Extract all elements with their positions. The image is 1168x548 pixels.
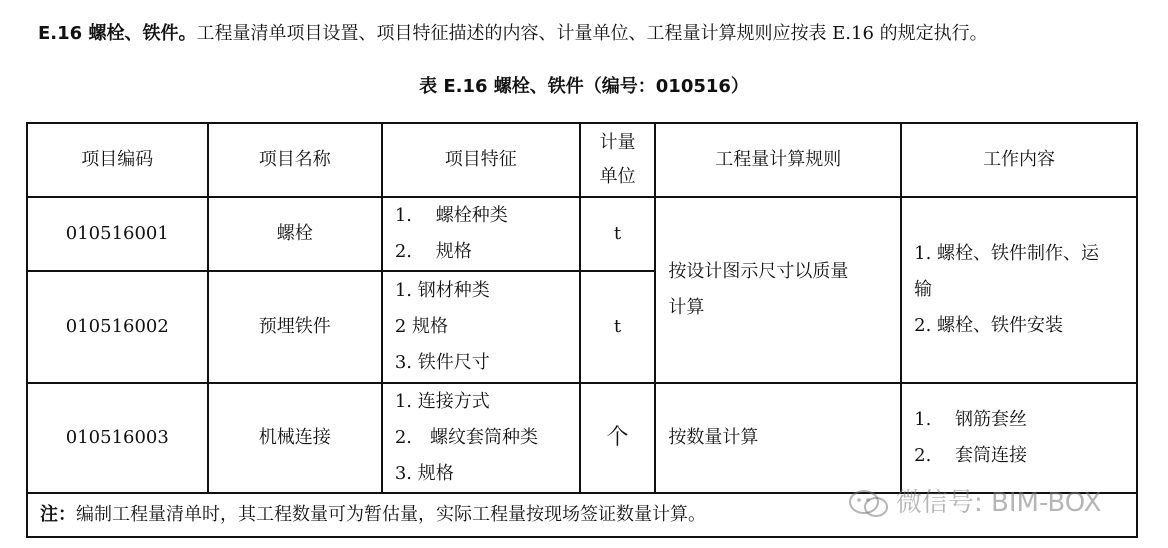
table-row <box>27 197 1137 271</box>
wechat-icon <box>848 489 890 519</box>
note-text: 编制工程量清单时，其工程数量可为暂估量，实际工程量按现场签证数量计算。 <box>76 504 706 525</box>
feature-item: 2 规格 <box>394 316 449 337</box>
row-name: 预埋铁件 <box>208 271 382 383</box>
watermark <box>848 482 1101 519</box>
row-code: 010516002 <box>27 271 208 383</box>
feature-item: 1. 螺栓种类 <box>394 205 508 226</box>
work-line: 2. 套筒连接 <box>914 445 1028 466</box>
row-features <box>382 197 580 271</box>
header-code: 项目编码 <box>27 123 208 197</box>
rule-line: 计算 <box>668 297 705 318</box>
row-code: 010516003 <box>27 383 208 493</box>
intro-paragraph <box>38 19 988 45</box>
work-line: 2. 螺栓、铁件安装 <box>914 315 1064 336</box>
intro-text: 工程量清单项目设置、项目特征描述的内容、计量单位、工程量计算规则应按表 E.16 的规定执行。 <box>196 23 988 44</box>
row-features <box>382 271 580 383</box>
row-rule: 按数量计算 <box>655 383 901 493</box>
note-label: 注： <box>40 504 76 525</box>
row-work <box>901 383 1137 493</box>
row-code: 010516001 <box>27 197 208 271</box>
feature-item: 1. 连接方式 <box>394 391 490 412</box>
work-line: 1. 钢筋套丝 <box>914 409 1028 430</box>
header-work: 工作内容 <box>901 123 1137 197</box>
feature-item: 2. 螺纹套筒种类 <box>394 427 539 448</box>
row-name: 机械连接 <box>208 383 382 493</box>
header-row <box>27 123 1137 197</box>
header-unit <box>580 123 656 197</box>
header-unit-line2: 单位 <box>599 166 636 187</box>
work-line: 1. 螺栓、铁件制作、运 <box>914 243 1100 264</box>
header-unit-line1: 计量 <box>599 132 636 153</box>
work-line: 输 <box>914 279 933 300</box>
table-title: 表 E.16 螺栓、铁件（编号：010516） <box>419 76 749 97</box>
feature-item: 3. 规格 <box>394 463 454 484</box>
feature-item: 1. 钢材种类 <box>394 280 490 301</box>
row-unit: t <box>580 197 656 271</box>
row-unit: 个 <box>580 383 656 493</box>
row-features <box>382 383 580 493</box>
rule-line: 按设计图示尺寸以质量 <box>668 261 849 282</box>
bolt-iron-table <box>26 122 1138 538</box>
feature-item: 3. 铁件尺寸 <box>394 352 490 373</box>
merged-rule-cell <box>655 197 901 383</box>
header-features: 项目特征 <box>382 123 580 197</box>
row-name: 螺栓 <box>208 197 382 271</box>
table-row <box>27 383 1137 493</box>
row-unit: t <box>580 271 656 383</box>
merged-work-cell <box>901 197 1137 383</box>
intro-heading: E.16 螺栓、铁件。 <box>38 23 197 44</box>
header-name: 项目名称 <box>208 123 382 197</box>
feature-item: 2. 规格 <box>394 241 472 262</box>
watermark-text: 微信号: BIM-BOX <box>896 488 1102 518</box>
header-rule: 工程量计算规则 <box>655 123 901 197</box>
